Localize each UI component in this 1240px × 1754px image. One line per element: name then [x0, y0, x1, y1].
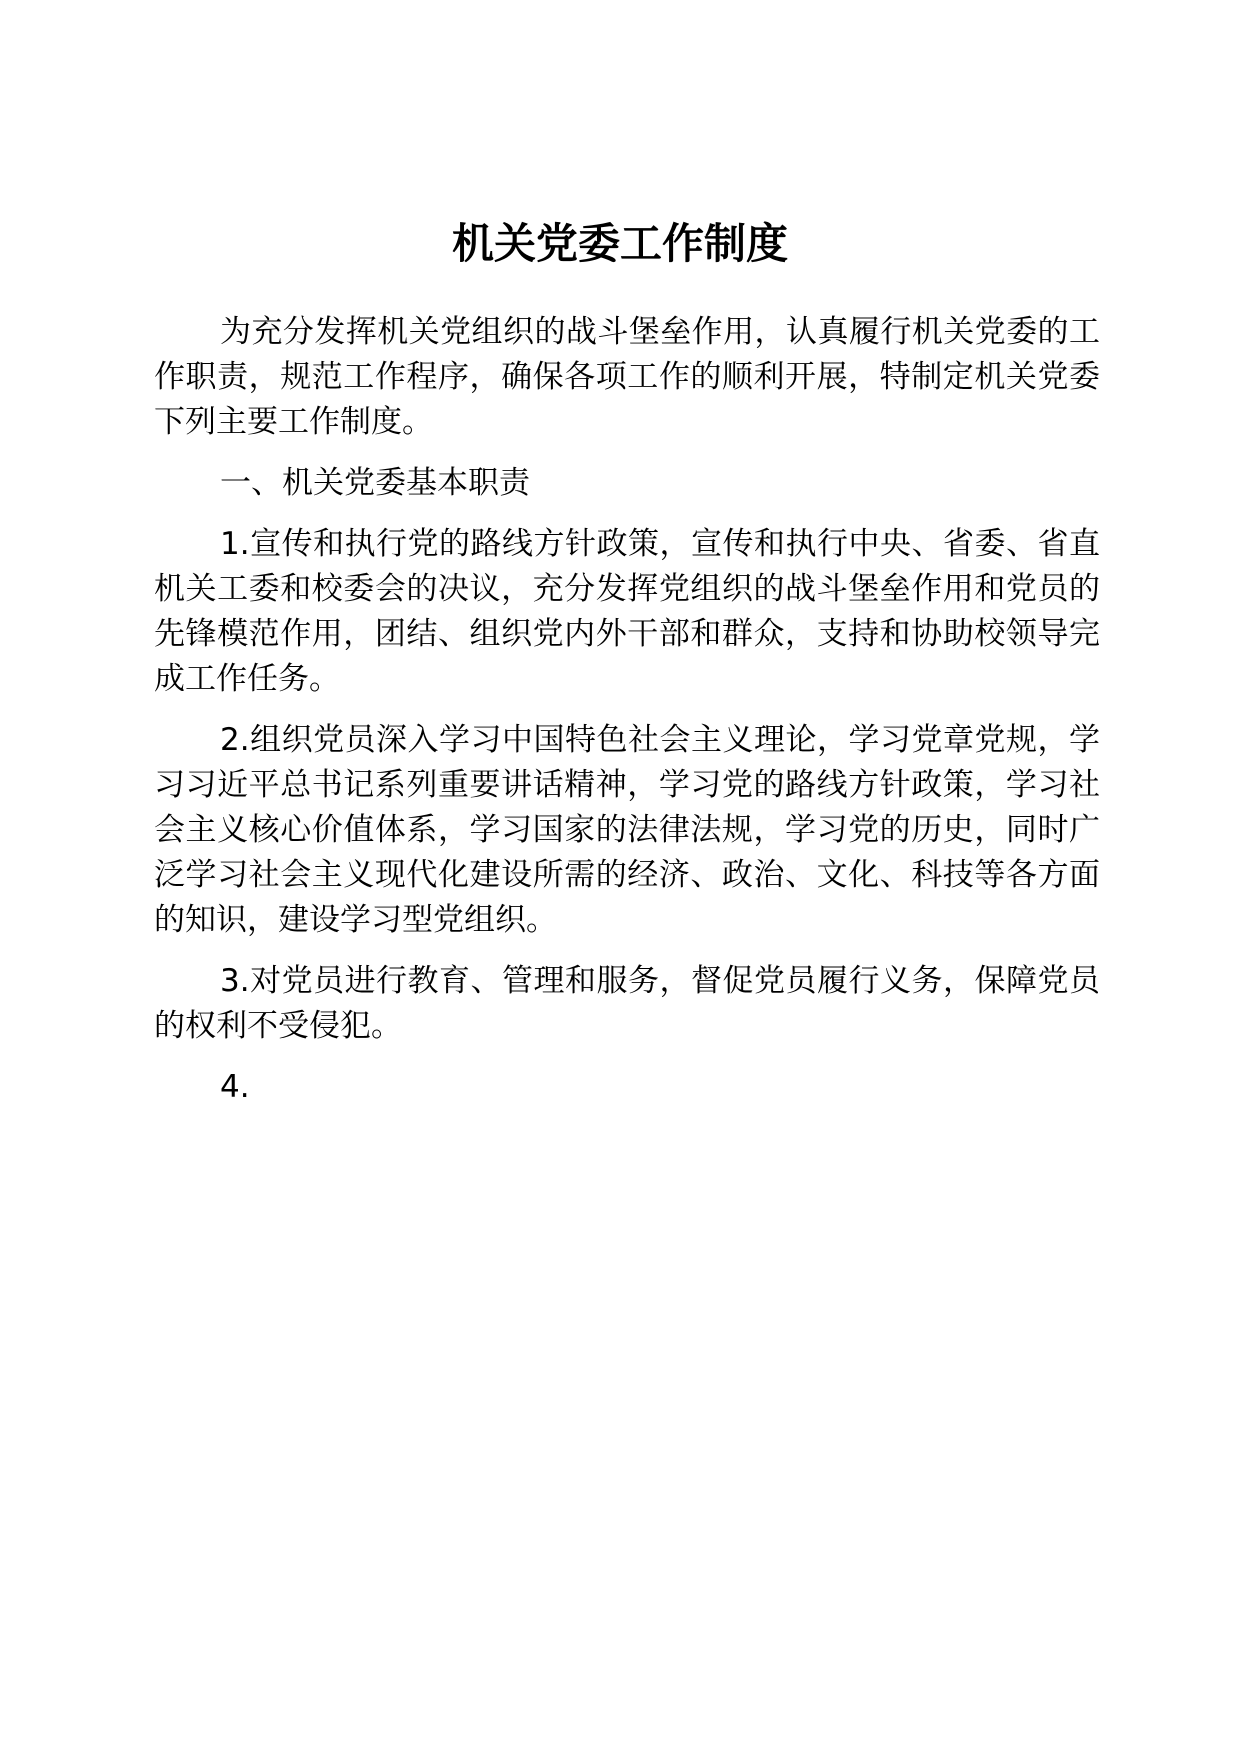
duty-item-4: 4.	[220, 1069, 250, 1105]
duty-item-2: 2.组织党员深入学习中国特色社会主义理论，学习党章党规，学习习近平总书记系列重要讲话精神，学习党的路线方针政策，学习社会主义核心价值体系，学习国家的法律法规，学习党的历史，同时广泛学习社会主义现代化建设所需的经济、政治、文化、科技等各方面的知识，建设学习型党组织。	[154, 722, 1100, 938]
intro-paragraph: 为充分发挥机关党组织的战斗堡垒作用，认真履行机关党委的工作职责，规范工作程序，确保各项工作的顺利开展，特制定机关党委下列主要工作制度。	[154, 314, 1100, 440]
duty-item-1: 1.宣传和执行党的路线方针政策，宣传和执行中央、省委、省直机关工委和校委会的决议，充分发挥党组织的战斗堡垒作用和党员的先锋模范作用，团结、组织党内外干部和群众，支持和协助校领导完成工作任务。	[154, 526, 1100, 697]
section-heading: 一、机关党委基本职责	[220, 465, 530, 501]
document-body	[154, 310, 1100, 1126]
document-title: 机关党委工作制度	[451, 219, 788, 268]
duty-item-3: 3.对党员进行教育、管理和服务，督促党员履行义务，保障党员的权利不受侵犯。	[154, 963, 1100, 1044]
